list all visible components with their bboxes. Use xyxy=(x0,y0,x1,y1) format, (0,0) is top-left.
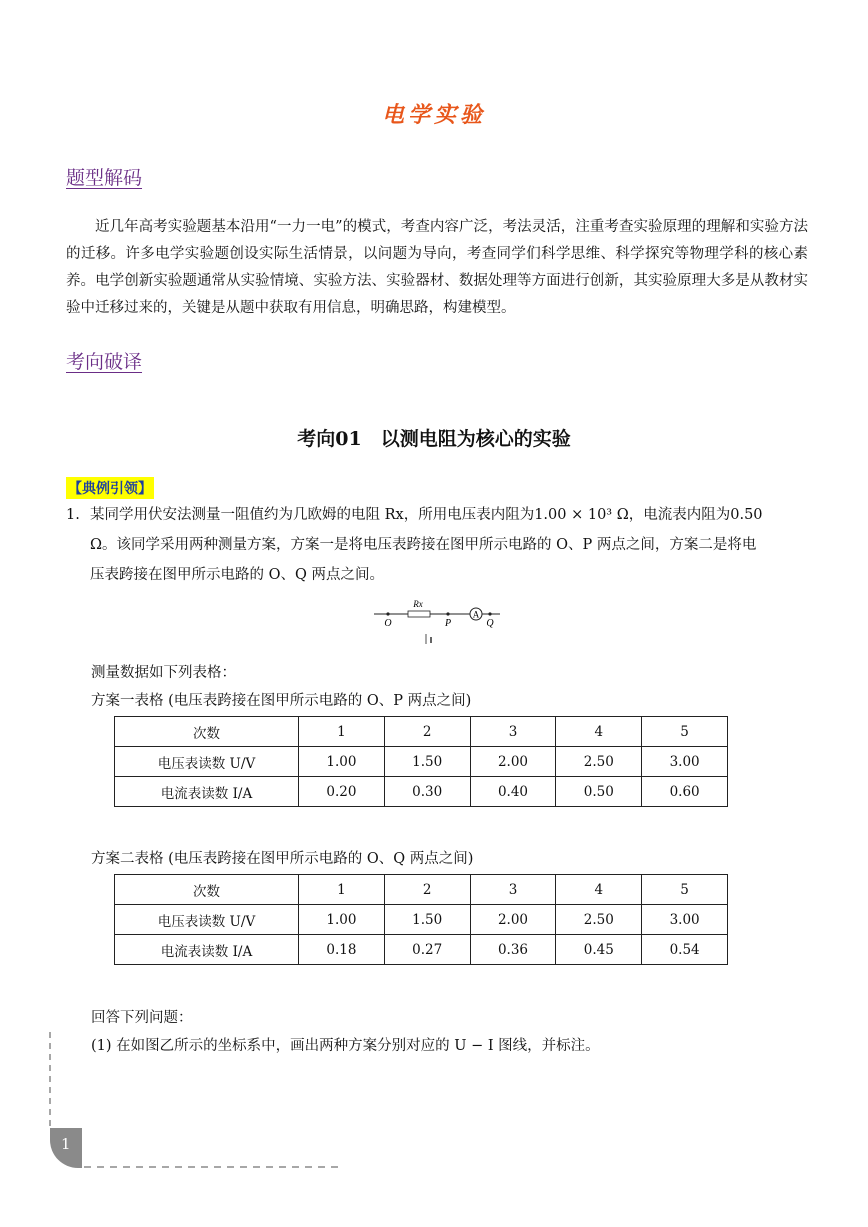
circuit-diagram xyxy=(372,598,502,650)
page-number: 1 xyxy=(61,1135,71,1153)
question-text xyxy=(66,500,808,590)
table-row xyxy=(115,875,728,905)
table-cell: 0.27 xyxy=(384,935,470,965)
section-heading-decode: 题型解码 xyxy=(66,167,143,189)
label-p: P xyxy=(444,618,452,629)
node-q xyxy=(488,612,491,615)
label-q: Q xyxy=(486,618,494,629)
table-cell: 0.60 xyxy=(642,777,728,807)
table-cell: 0.50 xyxy=(556,777,642,807)
table-cell: 电流表读数 I/A xyxy=(115,935,299,965)
label-o: O xyxy=(384,618,392,629)
table-cell: 3.00 xyxy=(642,747,728,777)
ammeter-label: A xyxy=(472,609,480,620)
resistor-rx xyxy=(408,611,430,617)
plan2-table xyxy=(114,874,728,965)
table-cell: 0.36 xyxy=(470,935,556,965)
table-cell: 1 xyxy=(299,717,385,747)
plan2-caption: 方案二表格 (电压表跨接在图甲所示电路的 O、Q 两点之间) xyxy=(91,851,474,867)
table-cell: 0.54 xyxy=(642,935,728,965)
table-cell: 2 xyxy=(384,717,470,747)
table-row xyxy=(115,747,728,777)
table-row xyxy=(115,777,728,807)
table-cell: 电压表读数 U/V xyxy=(115,905,299,935)
table-cell: 1.00 xyxy=(299,747,385,777)
plan1-table xyxy=(114,716,728,807)
table-cell: 5 xyxy=(642,717,728,747)
table-cell: 次数 xyxy=(115,875,299,905)
node-p xyxy=(446,612,449,615)
table-intro: 测量数据如下列表格： xyxy=(91,665,236,681)
table-cell: 5 xyxy=(642,875,728,905)
table-cell: 3 xyxy=(470,717,556,747)
table-cell: 次数 xyxy=(115,717,299,747)
table-cell: 0.20 xyxy=(299,777,385,807)
table-cell: 1 xyxy=(299,875,385,905)
section-heading-direction: 考向破译 xyxy=(66,351,143,373)
table-cell: 2.50 xyxy=(556,747,642,777)
table-cell: 0.40 xyxy=(470,777,556,807)
table-cell: 0.45 xyxy=(556,935,642,965)
table-cell: 电压表读数 U/V xyxy=(115,747,299,777)
question-line-1: 某同学用伏安法测量一阻值约为几欧姆的电阻 Rx，所用电压表内阻为1.00 × 10³ Ω，电流表内阻为0.50 xyxy=(90,507,763,523)
question-line-2: Ω。该同学采用两种测量方案，方案一是将电压表跨接在图甲所示电路的 O、P 两点之间，方案二是将电 xyxy=(90,537,757,553)
page-footer-decoration xyxy=(44,1030,354,1175)
table-cell: 2.00 xyxy=(470,905,556,935)
table-row xyxy=(115,935,728,965)
table-cell: 4 xyxy=(556,875,642,905)
document-title: 电学实验 xyxy=(381,102,486,128)
table-cell: 0.30 xyxy=(384,777,470,807)
table-cell: 1.50 xyxy=(384,747,470,777)
table-cell: 1.00 xyxy=(299,905,385,935)
table-row xyxy=(115,717,728,747)
table-row xyxy=(115,905,728,935)
table-cell: 1.50 xyxy=(384,905,470,935)
table-cell: 2.50 xyxy=(556,905,642,935)
sub-question-1: (1) 在如图乙所示的坐标系中，画出两种方案分别对应的 U − I 图线，并标注。 xyxy=(91,1038,600,1054)
question-line-3: 压表跨接在图甲所示电路的 O、Q 两点之间。 xyxy=(90,567,384,583)
label-rx: Rx xyxy=(413,599,423,609)
table-cell: 2 xyxy=(384,875,470,905)
table-cell: 0.18 xyxy=(299,935,385,965)
table-cell: 2.00 xyxy=(470,747,556,777)
table-cell: 3 xyxy=(470,875,556,905)
table-cell: 电流表读数 I/A xyxy=(115,777,299,807)
table-cell: 4 xyxy=(556,717,642,747)
question-number: 1. xyxy=(66,507,80,523)
direction-title: 考向01 以测电阻为核心的实验 xyxy=(297,428,571,450)
example-badge: 【典例引领】 xyxy=(66,477,154,499)
answer-intro: 回答下列问题： xyxy=(91,1010,193,1026)
table-cell: 3.00 xyxy=(642,905,728,935)
node-o xyxy=(386,612,389,615)
plan1-caption: 方案一表格 (电压表跨接在图甲所示电路的 O、P 两点之间) xyxy=(91,693,472,709)
intro-paragraph: 近几年高考实验题基本沿用“一力一电”的模式，考查内容广泛，考法灵活，注重考查实验原理的理解和实验方法的迁移。许多电学实验题创设实际生活情景，以问题为导向，考查同学们科学思维、科学探究等物理学科的核心素养。电学创新实验题通常从实验情境、实验方法、实验器材、数据处理等方面进行创新，其实验原理大多是从教材实验中迁移过来的，关键是从题中获取有用信息，明确思路，构建模型。 xyxy=(66,219,808,316)
